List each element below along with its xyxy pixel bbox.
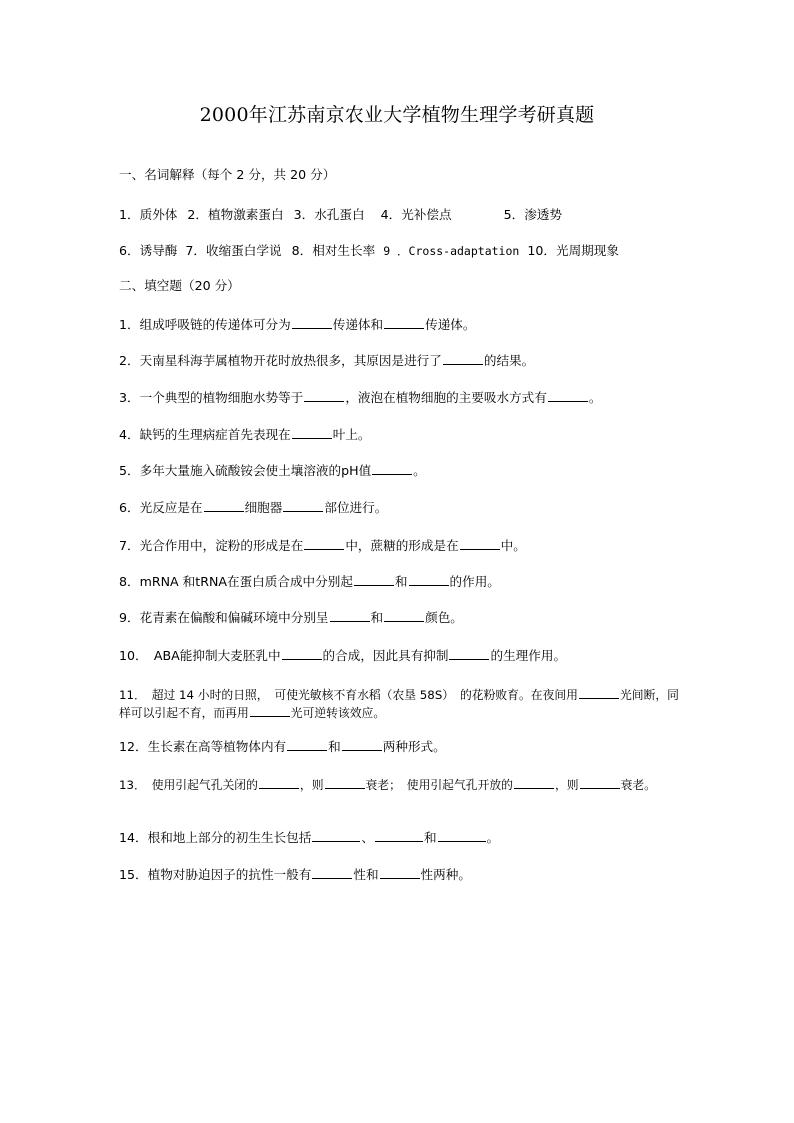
section-heading-terms: 一、名词解释（每个 2 分，共 20 分） [119,167,336,182]
answer-blank [354,573,394,586]
answer-blank [409,573,449,586]
term-item: 6．诱导酶 [119,243,178,258]
section-heading-fill-in: 二、填空题（20 分） [119,278,240,293]
answer-blank [312,829,360,842]
question-14: 14．根和地上部分的初生生长包括 、 和 。 [119,830,500,845]
answer-blank [460,537,500,550]
answer-blank [342,738,382,751]
answer-blank [282,647,322,660]
answer-blank [579,686,619,699]
answer-blank [438,829,486,842]
answer-blank [384,609,424,622]
answer-blank [372,462,412,475]
term-item: 10．光周期现象 [527,243,619,258]
question-4: 4．缺钙的生理病症首先表现在 叶上。 [119,427,371,442]
term-item: 3．水孔蛋白 [293,207,365,222]
term-item: 5．渗透势 [503,207,562,222]
answer-blank [304,389,344,402]
answer-blank [375,829,423,842]
question-6: 6．光反应是在 细胞器 部位进行。 [119,500,388,515]
term-item: 7．收缩蛋白学说 [185,243,282,258]
answer-blank [330,609,370,622]
answer-blank [443,352,483,365]
question-10: 10． ABA能抑制大麦胚乳中 的合成，因此具有抑制 的生理作用。 [119,648,567,663]
answer-blank [325,776,365,789]
terms-row-2 [119,243,679,259]
answer-blank [580,776,620,789]
document-title: 2000年江苏南京农业大学植物生理学考研真题 [199,104,595,126]
answer-blank [204,499,244,512]
term-item: 8．相对生长率 [291,243,376,258]
term-item: 2．植物激素蛋白 [187,207,284,222]
question-2: 2．天南星科海芋属植物开花时放热很多，其原因是进行了 的结果。 [119,353,535,368]
term-item: 4．光补偿点 [380,207,452,222]
question-3: 3．一个典型的植物细胞水势等于 ，液泡在植物细胞的主要吸水方式有 。 [119,390,602,405]
answer-blank [514,776,554,789]
question-5: 5．多年大量施入硫酸铵会使土壤溶液的pH值 。 [119,463,426,478]
question-11: 11． 超过 14 小时的日照， 可使光敏核不育水稻（农垦 58S） 的花粉败育。在夜间用 光间断，同样可以引起不育，而再用 光可逆转该效应。 [119,688,679,720]
question-8: 8．mRNA 和tRNA在蛋白质合成中分别起 和 的作用。 [119,574,500,589]
answer-blank [283,499,323,512]
answer-blank [292,426,332,439]
term-item: 9 ．Cross-adaptation [383,244,520,258]
question-12: 12．生长素在高等植物体内有 和 两种形式。 [119,739,446,754]
question-9: 9．花青素在偏酸和偏碱环境中分别呈 和 颜色。 [119,610,463,625]
question-7: 7．光合作用中，淀粉的形成是在 中，蔗糖的形成是在 中。 [119,538,526,553]
answer-blank [449,647,489,660]
question-13: 13． 使用引起气孔关闭的 ，则 衰老； 使用引起气孔开放的 ，则 衰老。 [119,778,656,792]
terms-row-1 [119,207,679,223]
answer-blank [312,866,352,879]
term-item: 1．质外体 [119,207,178,222]
question-15: 15．植物对胁迫因子的抗性一般有 性和 性两种。 [119,867,471,882]
answer-blank [287,738,327,751]
answer-blank [380,866,420,879]
answer-blank [250,704,290,717]
answer-blank [259,776,299,789]
question-1: 1．组成呼吸链的传递体可分为 传递体和 传递体。 [119,317,476,332]
answer-blank [304,537,344,550]
answer-blank [384,316,424,329]
answer-blank [548,389,588,402]
answer-blank [292,316,332,329]
